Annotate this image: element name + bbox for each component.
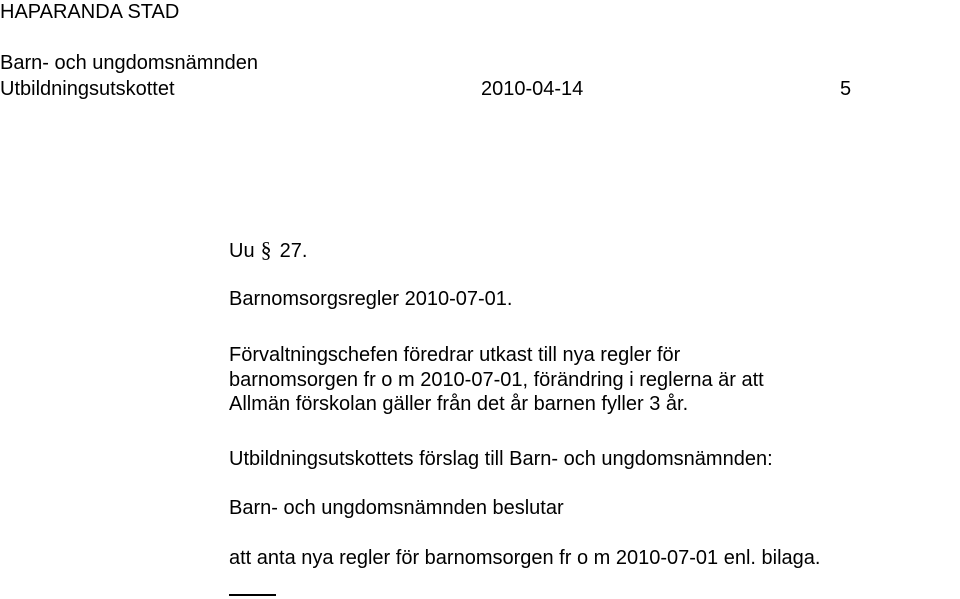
organisation-name: HAPARANDA STAD — [0, 1, 180, 23]
resolution-text: att anta nya regler för barnomsorgen fr o m 2010-07-01 enl. bilaga. — [229, 547, 821, 569]
section-description: Förvaltningschefen föredrar utkast till nya regler för barnomsorgen fr o m 2010-07-01, förändring i reglerna är att Allmän förskolan gäller från det år barnen fyller 3 år. — [229, 344, 764, 415]
section-prefix: Uu — [229, 240, 255, 262]
section-number-value: 27. — [279, 240, 308, 262]
page-number: 5 — [840, 78, 852, 100]
section-title: Barnomsorgsregler 2010-07-01. — [229, 288, 513, 310]
committee-name: Utbildningsutskottet — [0, 78, 175, 100]
decision-intro: Barn- och ungdomsnämnden beslutar — [229, 497, 564, 519]
board-name: Barn- och ungdomsnämnden — [0, 52, 258, 74]
proposal-heading: Utbildningsutskottets förslag till Barn- och ungdomsnämnden: — [229, 448, 773, 470]
meeting-date: 2010-04-14 — [481, 78, 584, 100]
section-number — [229, 238, 307, 263]
section-symbol: § — [260, 237, 272, 262]
signature-underline — [229, 594, 276, 596]
